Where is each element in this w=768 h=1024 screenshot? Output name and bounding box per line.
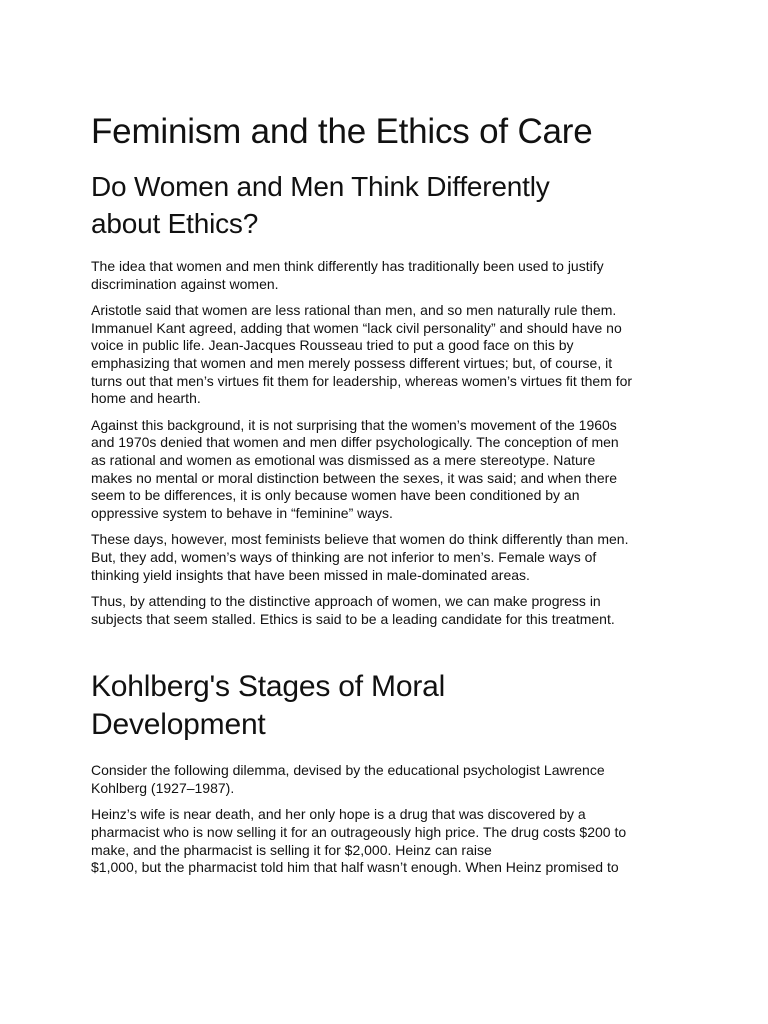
text-line: subjects that seem stalled. Ethics is said to be a leading candidate for this treatment. — [91, 610, 615, 627]
text-line: turns out that men’s virtues fit them for leadership, whereas women’s virtues fit them for — [91, 372, 633, 389]
text-line: make, and the pharmacist is selling it for $2,000. Heinz can raise — [91, 841, 492, 858]
paragraph-dilemma-intro — [91, 762, 691, 797]
paragraph-discrimination — [91, 258, 691, 293]
paragraph-these-days — [91, 531, 691, 584]
text-line: Immanuel Kant agreed, adding that women “lack civil personality” and should have no — [91, 319, 622, 336]
paragraph-background — [91, 417, 691, 523]
text-line: Kohlberg (1927–1987). — [91, 779, 235, 796]
text-line: Consider the following dilemma, devised by the educational psychologist Lawrence — [91, 762, 605, 779]
text-line: home and hearth. — [91, 390, 201, 407]
text-line: These days, however, most feminists believe that women do think differently than men. — [91, 531, 629, 548]
text-line: Thus, by attending to the distinctive approach of women, we can make progress in — [91, 593, 601, 610]
text-line: voice in public life. Jean-Jacques Rousseau tried to put a good face on this by — [91, 337, 574, 354]
text-line: But, they add, women’s ways of thinking are not inferior to men’s. Female ways of — [91, 548, 597, 565]
text-line: seem to be differences, it is only because women have been conditioned by an — [91, 487, 580, 504]
heading-line: Do Women and Men Think Differently — [91, 171, 550, 202]
paragraph-thus — [91, 593, 691, 628]
text-line: and 1970s denied that women and men differ psychologically. The conception of men — [91, 434, 619, 451]
section-heading-kohlberg — [91, 668, 691, 744]
document-title: Feminism and the Ethics of Care — [91, 112, 593, 151]
text-line: makes no mental or moral distinction between the sexes, it was said; and when there — [91, 469, 618, 486]
text-line: pharmacist who is now selling it for an outrageously high price. The drug costs $200 to — [91, 824, 627, 841]
heading-line: about Ethics? — [91, 208, 259, 239]
document-page — [91, 108, 691, 886]
text-line: discrimination against women. — [91, 275, 279, 292]
text-line: The idea that women and men think differently has traditionally been used to justify — [91, 258, 604, 274]
text-line: Heinz’s wife is near death, and her only hope is a drug that was discovered by a — [91, 806, 586, 823]
text-line: as rational and women as emotional was dismissed as a mere stereotype. Nature — [91, 451, 596, 468]
text-line: oppressive system to behave in “feminine” ways. — [91, 504, 393, 521]
text-line: thinking yield insights that have been missed in male-dominated areas. — [91, 566, 530, 583]
paragraph-heinz — [91, 806, 691, 876]
text-line: emphasizing that women and men merely possess different virtues; but, of course, it — [91, 354, 613, 371]
heading-line: Development — [91, 708, 266, 742]
section-heading-women-men — [91, 168, 691, 242]
text-line: $1,000, but the pharmacist told him that half wasn’t enough. When Heinz promised to — [91, 859, 619, 876]
text-line: Aristotle said that women are less rational than men, and so men naturally rule them. — [91, 302, 617, 319]
heading-line: Kohlberg's Stages of Moral — [91, 670, 446, 704]
paragraph-aristotle — [91, 302, 691, 408]
text-line: Against this background, it is not surprising that the women’s movement of the 1960s — [91, 416, 617, 433]
